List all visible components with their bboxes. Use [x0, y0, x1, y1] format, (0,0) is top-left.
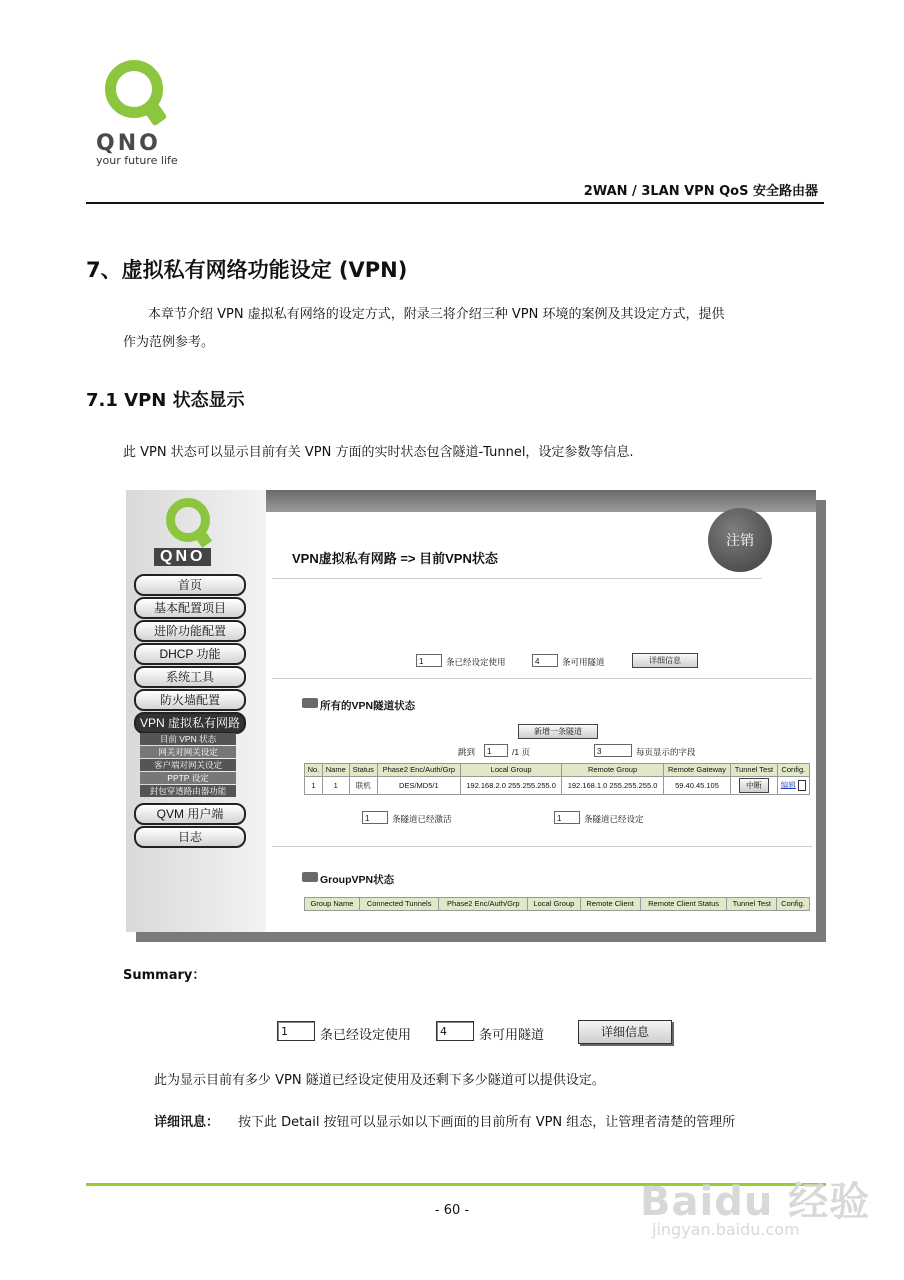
col-phase2: Phase2 Enc/Auth/Grp — [439, 898, 528, 911]
trash-icon[interactable] — [798, 780, 806, 791]
document-title: 2WAN / 3LAN VPN QoS 安全路由器 — [583, 184, 818, 199]
screenshot-page-title: VPN虚拟私有网路 => 目前VPN状态 — [292, 551, 498, 566]
col-local-group: Local Group — [528, 898, 580, 911]
intro-line-1: 本章节介绍 VPN 虚拟私有网络的设定方式，附录三将介绍三种 VPN 环境的案例及其设定方式，提供 — [148, 307, 725, 322]
edit-link[interactable]: 编辑 — [780, 780, 796, 790]
section-text: 此 VPN 状态可以显示目前有关 VPN 方面的实时状态包含隧道-Tunnel，设定参数等信息. — [123, 445, 634, 460]
group-table-header — [305, 898, 810, 911]
col-tunnel-test: Tunnel Test — [731, 764, 777, 777]
menu-basic[interactable]: 基本配置项目 — [134, 597, 246, 619]
screenshot-logo-text: QNO — [154, 548, 211, 566]
col-remote-group: Remote Group — [562, 764, 663, 777]
vpn-status-screenshot — [126, 490, 816, 932]
tunnel-table-header — [305, 764, 810, 777]
cell-remote-gateway: 59.40.45.105 — [663, 777, 730, 795]
submenu-passthrough[interactable]: 封包穿透路由器功能 — [140, 785, 236, 797]
summary-rule — [272, 678, 812, 679]
menu-home[interactable]: 首页 — [134, 574, 246, 596]
summary-used-label: 条已经设定使用 — [320, 1028, 412, 1043]
col-remote-client: Remote Client — [580, 898, 640, 911]
col-remote-client-status: Remote Client Status — [640, 898, 727, 911]
tunnels-available-label: 条可用隧道 — [562, 657, 605, 667]
per-page-label: 每页显示的字段 — [636, 747, 696, 757]
logout-button[interactable]: 注销 — [708, 508, 772, 572]
page-count-label: /1 页 — [512, 747, 530, 757]
submenu-pptp[interactable]: PPTP 设定 — [140, 772, 236, 784]
tunnels-set-field[interactable]: 1 — [554, 811, 580, 824]
intro-line-2: 作为范例参考。 — [123, 335, 215, 350]
baidu-watermark: Baidu 经验 — [640, 1179, 871, 1225]
cell-config — [777, 777, 809, 795]
disconnect-button[interactable]: 中断 — [739, 778, 769, 793]
folder-icon — [302, 698, 318, 708]
tunnel-rule — [272, 846, 812, 847]
cell-local-group: 192.168.2.0 255.255.255.0 — [460, 777, 561, 795]
logo-tagline: your future life — [96, 154, 178, 167]
summary-used-field[interactable]: 1 — [277, 1021, 315, 1041]
add-tunnel-button[interactable]: 新增一条隧道 — [518, 724, 598, 739]
cell-status: 联机 — [349, 777, 377, 795]
col-local-group: Local Group — [460, 764, 561, 777]
chapter-heading: 7、虚拟私有网络功能设定 (VPN) — [86, 258, 408, 282]
detail-text: 按下此 Detail 按钮可以显示如以下画面的目前所有 VPN 组态，让管理者清楚的管理所 — [238, 1115, 736, 1130]
folder-icon — [302, 872, 318, 882]
tunnel-section-title: 所有的VPN隧道状态 — [320, 700, 416, 712]
jump-page-select[interactable]: 1 — [484, 744, 508, 757]
col-group-name: Group Name — [305, 898, 360, 911]
col-remote-gateway: Remote Gateway — [663, 764, 730, 777]
col-config: Config. — [777, 898, 810, 911]
cell-phase2: DES/MD5/1 — [377, 777, 460, 795]
group-section-title: GroupVPN状态 — [320, 874, 395, 886]
detail-label: 详细讯息： — [154, 1115, 220, 1130]
tunnels-active-field[interactable]: 1 — [362, 811, 388, 824]
col-tunnel-test: Tunnel Test — [727, 898, 777, 911]
col-no: No. — [305, 764, 323, 777]
menu-vpn[interactable]: VPN 虚拟私有网路 — [134, 712, 246, 734]
tunnels-set-label: 条隧道已经设定 — [584, 814, 644, 824]
summary-available-field[interactable]: 4 — [436, 1021, 474, 1041]
summary-title: Summary： — [123, 968, 206, 983]
menu-dhcp[interactable]: DHCP 功能 — [134, 643, 246, 665]
submenu-vpn-status[interactable]: 目前 VPN 状态 — [140, 733, 236, 745]
submenu-gateway-to-gateway[interactable]: 网关对网关设定 — [140, 746, 236, 758]
summary-available-label: 条可用隧道 — [479, 1028, 545, 1043]
tunnels-used-field[interactable]: 1 — [416, 654, 442, 667]
title-rule — [272, 578, 762, 579]
tunnels-used-label: 条已经设定使用 — [446, 657, 506, 667]
menu-firewall[interactable]: 防火墙配置 — [134, 689, 246, 711]
menu-advanced[interactable]: 进阶功能配置 — [134, 620, 246, 642]
cell-remote-group: 192.168.1.0 255.255.255.0 — [562, 777, 663, 795]
col-phase2: Phase2 Enc/Auth/Grp — [377, 764, 460, 777]
table-row — [305, 777, 810, 795]
section-heading: 7.1 VPN 状态显示 — [86, 390, 245, 411]
col-name: Name — [322, 764, 349, 777]
baidu-watermark-url: jingyan.baidu.com — [652, 1220, 800, 1239]
menu-system-tools[interactable]: 系统工具 — [134, 666, 246, 688]
submenu-client-to-gateway[interactable]: 客户端对网关设定 — [140, 759, 236, 771]
tunnels-active-label: 条隧道已经激活 — [392, 814, 452, 824]
cell-tunnel-test — [731, 777, 777, 795]
header-rule — [86, 202, 824, 204]
col-status: Status — [349, 764, 377, 777]
menu-qvm-client[interactable]: QVM 用户端 — [134, 803, 246, 825]
cell-no: 1 — [305, 777, 323, 795]
col-connected-tunnels: Connected Tunnels — [359, 898, 439, 911]
tunnels-available-field[interactable]: 4 — [532, 654, 558, 667]
logo-text: QNO — [96, 131, 161, 156]
summary-detail-button[interactable]: 详细信息 — [578, 1020, 672, 1044]
jump-label: 跳到 — [458, 747, 476, 757]
summary-description: 此为显示目前有多少 VPN 隧道已经设定使用及还剩下多少隧道可以提供设定。 — [154, 1073, 605, 1088]
col-config: Config. — [777, 764, 809, 777]
page-number: - 60 - — [434, 1203, 470, 1218]
detail-button[interactable]: 详细信息 — [632, 653, 698, 668]
cell-name: 1 — [322, 777, 349, 795]
group-table — [304, 897, 810, 911]
menu-log[interactable]: 日志 — [134, 826, 246, 848]
per-page-select[interactable]: 3 — [594, 744, 632, 757]
tunnel-table — [304, 763, 810, 795]
